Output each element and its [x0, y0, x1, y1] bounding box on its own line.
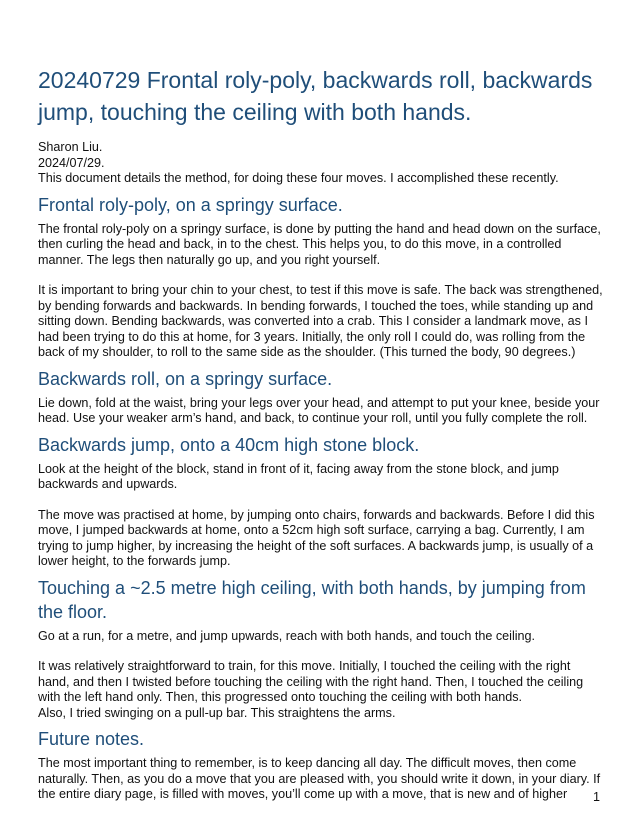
section-paragraph: Go at a run, for a metre, and jump upwards, reach with both hands, and touch the ceiling.: [38, 628, 536, 643]
document-intro: This document details the method, for doing these four moves. I accomplished these recently.: [38, 171, 559, 185]
section-paragraph: Lie down, fold at the waist, bring your legs over your head, and attempt to put your knee, beside your head. Use your weaker arm’s hand, and back, to continue your roll, until you fully complete the roll.: [38, 395, 600, 425]
section-paragraph: Also, I tried swinging on a pull-up bar. This straightens the arms.: [38, 705, 396, 720]
section-heading-frontal-roly-poly: Frontal roly-poly, on a springy surface.: [38, 194, 343, 215]
section-paragraph: The most important thing to remember, is to keep dancing all day. The difficult moves, then come naturally. Then, as you do a move that you are pleased with, you should write it down, in your diary. If the entire diary page, is filled with moves, you’ll come up with a move, that is new and of higher: [38, 756, 601, 801]
author-name: Sharon Liu.: [38, 140, 103, 154]
document-page: [38, 64, 604, 803]
section-heading-touching-ceiling: Touching a ~2.5 metre high ceiling, with both hands, by jumping from the floor.: [38, 577, 586, 622]
page-number: 1: [592, 790, 600, 804]
section-paragraph: It was relatively straightforward to train, for this move. Initially, I touched the ceiling with the right hand, and then I twisted before touching the ceiling with the right hand. Then, I touched the ceiling with the left hand only. Then, this progressed onto touching the ceiling with both hands.: [38, 659, 584, 704]
document-date: 2024/07/29.: [38, 155, 105, 170]
section-paragraph: The move was practised at home, by jumping onto chairs, forwards and backwards. Before I did this move, I jumped backwards at home, onto a 52cm high soft surface, carrying a bag. Currently, I am trying to jump higher, by increasing the height of the soft surfaces. A backwards jump, is usually of a lower height, to the forwards jump.: [38, 507, 595, 568]
section-heading-backwards-roll: Backwards roll, on a springy surface.: [38, 368, 333, 389]
section-heading-backwards-jump: Backwards jump, onto a 40cm high stone block.: [38, 434, 420, 455]
section-paragraph: The frontal roly-poly on a springy surface, is done by putting the hand and head down on the surface, then curling the head and back, in to the chest. This helps you, to do this move, in a controlled manner. The legs then naturally go up, and you right yourself.: [38, 221, 601, 267]
section-heading-future-notes: Future notes.: [38, 729, 145, 749]
section-paragraph: It is important to bring your chin to your chest, to test if this move is safe. The back was strengthened, by bending forwards and backwards. In bending forwards, I touched the toes, while standing up and sitting down. Bending backwards, was converted into a crab. This I consider a landmark move, as I had been trying to do this at home, for 3 years. Initially, the only roll I could do, was rolling from the back of my shoulder, to roll to the same side as the shoulder. (This turned the body, 90 degrees.): [38, 283, 603, 359]
document-title: 20240729 Frontal roly-poly, backwards roll, backwards jump, touching the ceiling with both hands.: [38, 67, 593, 125]
section-paragraph: Look at the height of the block, stand in front of it, facing away from the stone block, and jump backwards and upwards.: [38, 461, 559, 491]
